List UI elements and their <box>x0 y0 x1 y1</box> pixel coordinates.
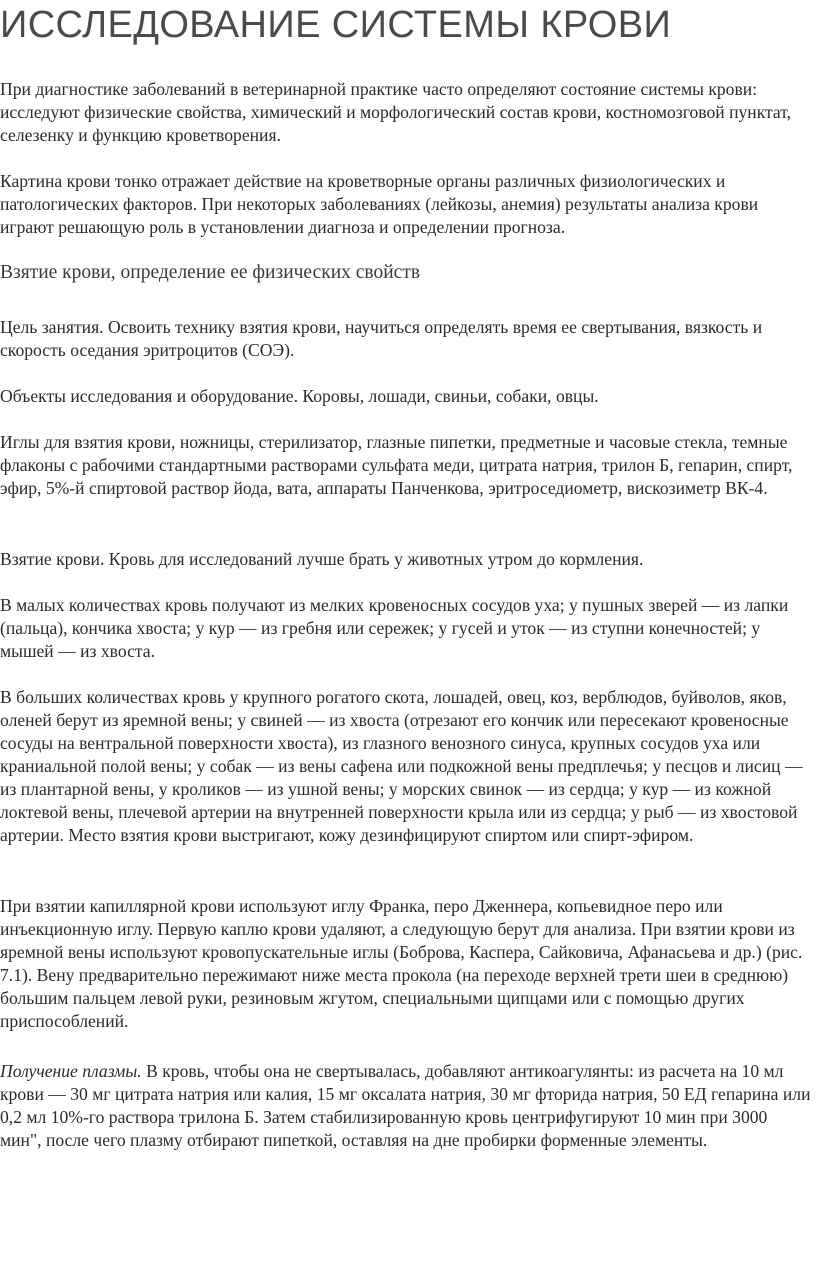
paragraph-small-amounts: В малых количествах кровь получают из мелких кровеносных сосудов уха; у пушных зверей — из лапки (пальца), кончика хвоста; у кур — из гребня или сережек; у гусей и уток — из ступни конечностей; у мышей — из хвоста. <box>0 595 789 661</box>
paragraph-equipment: Иглы для взятия крови, ножницы, стерилизатор, глазные пипетки, предметные и часовые стекла, темные флаконы с рабочими стандартными растворами сульфата меди, цитрата натрия, трилон Б, гепарин, спирт, эфир, 5%-й спиртовой раствор йода, вата, аппараты Панченкова, эритроседиометр, вискозиметр ВК-4. <box>0 432 793 498</box>
section-heading: Взятие крови, определение ее физических свойств <box>0 262 421 283</box>
paragraph-taking: Взятие крови. Кровь для исследований лучше брать у животных утром до кормления. <box>0 549 644 569</box>
page-title: ИССЛЕДОВАНИЕ СИСТЕМЫ КРОВИ <box>0 4 672 46</box>
plasma-lead: Получение плазмы. <box>0 1061 142 1081</box>
paragraph-intro-1: При диагностике заболеваний в ветеринарной практике часто определяют состояние системы крови: исследуют физические свойства, химический и морфологический состав крови, костномозговой пунктат, селезенку и функцию кроветворения. <box>0 79 792 145</box>
paragraph-plasma <box>0 1060 812 1152</box>
paragraph-intro-2: Картина крови тонко отражает действие на кроветворные органы различных физиологических и патологических факторов. При некоторых заболеваниях (лейкозы, анемия) результаты анализа крови играют решающую роль в установлении диагноза и определении прогноза. <box>0 171 759 237</box>
paragraph-large-amounts: В больших количествах кровь у крупного рогатого скота, лошадей, овец, коз, верблюдов, буйволов, яков, оленей берут из яремной вены; у свиней — из хвоста (отрезают его кончик или пересекают кровеносные сосуды на вентральной поверхности хвоста), из глазного венозного синуса, крупных сосудов уха или краниальной полой вены; у собак — из вены сафена или подкожной вены предплечья; у песцов и лисиц — из плантарной вены, у кроликов — из ушной вены; у морских свинок — из сердца; у кур — из кожной локтевой вены, плечевой артерии на внутренней поверхности крыла или из сердца; у рыб — из хвостовой артерии. Место взятия крови выстригают, кожу дезинфицируют спиртом или спирт-эфиром. <box>0 687 803 845</box>
plasma-body: В кровь, чтобы она не свертывалась, добавляют антикоагулянты: из расчета на 10 мл крови — 30 мг цитрата натрия или калия, 15 мг оксалата натрия, 30 мг фторида натрия, 50 ЕД гепарина или 0,2 мл 10%-го раствора трилона Б. Затем стабилизированную кровь центрифугируют 10 мин при 3000 мин", после чего плазму отбирают пипеткой, оставляя на дне пробирки форменные элементы. <box>0 1061 811 1150</box>
paragraph-objects: Объекты исследования и оборудование. Коровы, лошади, свиньи, собаки, овцы. <box>0 386 599 406</box>
paragraph-capillary: При взятии капиллярной крови используют иглу Франка, перо Дженнера, копьевидное перо или инъекционную иглу. Первую каплю крови удаляют, а следующую берут для анализа. При взятии крови из яремной вены используют кровопускательные иглы (Боброва, Каспера, Сайковича, Афанасьева и др.) (рис. 7.1). Вену предварительно пережимают ниже места прокола (на переходе верхней трети шеи в среднюю) большим пальцем левой руки, резиновым жгутом, специальными щипцами или с помощью других приспособлений. <box>0 896 803 1031</box>
paragraph-goal: Цель занятия. Освоить технику взятия крови, научиться определять время ее свертывания, вязкость и скорость оседания эритроцитов (СОЭ). <box>0 317 763 360</box>
